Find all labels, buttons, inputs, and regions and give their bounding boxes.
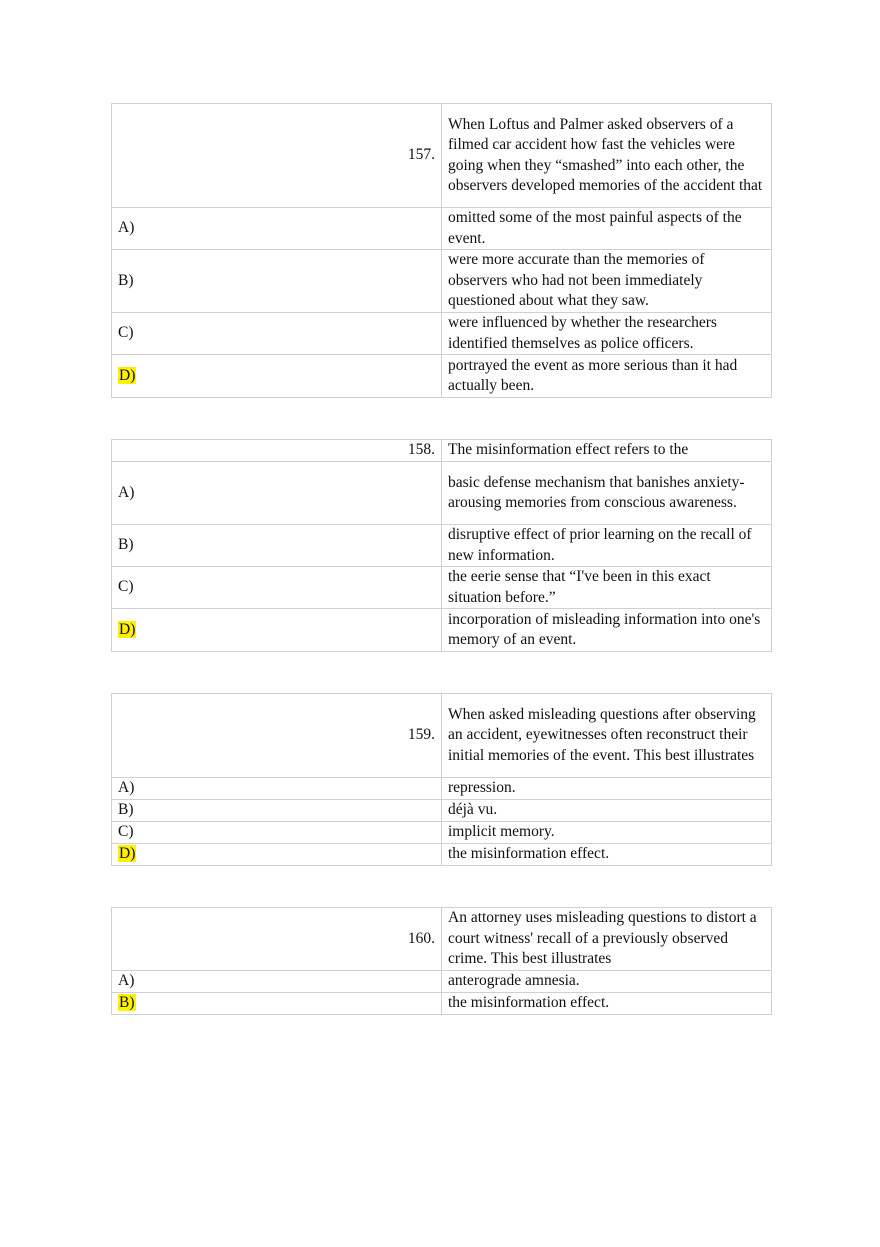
option-text: were more accurate than the memories of observers who had not been immediately questioned about what they saw. xyxy=(442,250,772,313)
question-number: 159. xyxy=(112,694,442,778)
question-row xyxy=(112,104,772,208)
option-text: were influenced by whether the researchers identified themselves as police officers. xyxy=(442,313,772,355)
question-number: 157. xyxy=(112,104,442,208)
option-row-b xyxy=(112,525,772,567)
option-letter-label: B) xyxy=(118,271,134,289)
option-text: the misinformation effect. xyxy=(442,844,772,866)
option-row-c xyxy=(112,822,772,844)
option-row-b xyxy=(112,993,772,1015)
option-text: basic defense mechanism that banishes anxiety-arousing memories from conscious awareness. xyxy=(442,462,772,525)
option-row-a xyxy=(112,778,772,800)
question-number: 160. xyxy=(112,908,442,971)
option-text: déjà vu. xyxy=(442,800,772,822)
option-letter-label: B) xyxy=(118,801,134,819)
option-letter xyxy=(112,462,442,525)
question-158-table xyxy=(111,439,772,652)
option-text: the eerie sense that “I've been in this exact situation before.” xyxy=(442,567,772,609)
option-letter xyxy=(112,971,442,993)
question-stem: When asked misleading questions after observing an accident, eyewitnesses often reconstruct their initial memories of the event. This best illustrates xyxy=(442,694,772,778)
option-letter-label: C) xyxy=(118,324,134,342)
option-text: incorporation of misleading information into one's memory of an event. xyxy=(442,609,772,652)
option-letter-label: C) xyxy=(118,578,134,596)
question-160-table xyxy=(111,907,772,1015)
correct-answer-highlight: D) xyxy=(119,845,136,863)
option-row-a xyxy=(112,208,772,250)
option-letter-label: A) xyxy=(118,483,135,501)
option-letter xyxy=(112,355,442,398)
option-text: portrayed the event as more serious than it had actually been. xyxy=(442,355,772,398)
option-row-a xyxy=(112,971,772,993)
option-letter-label: A) xyxy=(118,219,135,237)
option-row-d xyxy=(112,355,772,398)
option-text: omitted some of the most painful aspects of the event. xyxy=(442,208,772,250)
question-stem: An attorney uses misleading questions to distort a court witness' recall of a previously observed crime. This best illustrates xyxy=(442,908,772,971)
option-row-b xyxy=(112,250,772,313)
option-row-c xyxy=(112,313,772,355)
question-number: 158. xyxy=(112,440,442,462)
option-letter-label: B) xyxy=(118,536,134,554)
option-letter xyxy=(112,778,442,800)
option-letter xyxy=(112,208,442,250)
option-letter xyxy=(112,822,442,844)
option-text: implicit memory. xyxy=(442,822,772,844)
question-row xyxy=(112,908,772,971)
option-letter xyxy=(112,609,442,652)
option-text: repression. xyxy=(442,778,772,800)
option-letter xyxy=(112,800,442,822)
question-stem: When Loftus and Palmer asked observers of a filmed car accident how fast the vehicles were going when they “smashed” into each other, the observers developed memories of the accident that xyxy=(442,104,772,208)
correct-answer-highlight: D) xyxy=(119,620,136,638)
option-row-a xyxy=(112,462,772,525)
option-row-b xyxy=(112,800,772,822)
question-stem: The misinformation effect refers to the xyxy=(442,440,772,462)
option-text: disruptive effect of prior learning on the recall of new information. xyxy=(442,525,772,567)
question-row xyxy=(112,694,772,778)
option-letter xyxy=(112,313,442,355)
correct-answer-highlight: B) xyxy=(119,994,135,1012)
option-letter xyxy=(112,844,442,866)
option-row-c xyxy=(112,567,772,609)
option-letter-label: C) xyxy=(118,823,134,841)
option-row-d xyxy=(112,844,772,866)
correct-answer-highlight: D) xyxy=(119,366,136,384)
option-letter-label: A) xyxy=(118,972,135,990)
option-text: the misinformation effect. xyxy=(442,993,772,1015)
question-157-table xyxy=(111,103,772,398)
option-letter-label: A) xyxy=(118,779,135,797)
option-text: anterograde amnesia. xyxy=(442,971,772,993)
option-letter xyxy=(112,525,442,567)
option-row-d xyxy=(112,609,772,652)
question-row xyxy=(112,440,772,462)
question-159-table xyxy=(111,693,772,866)
option-letter xyxy=(112,567,442,609)
option-letter xyxy=(112,993,442,1015)
option-letter xyxy=(112,250,442,313)
